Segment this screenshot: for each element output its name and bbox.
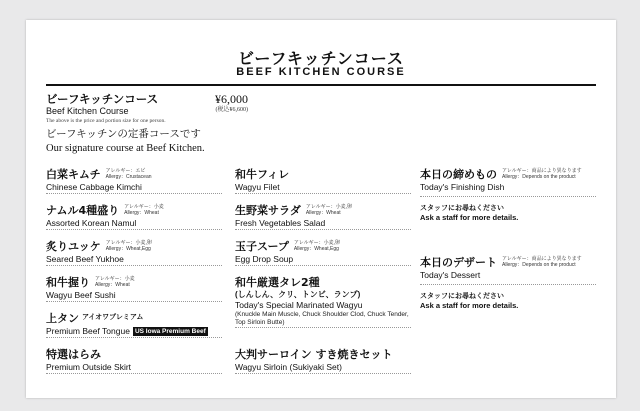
allergy-info: アレルギー：商品により異なります Allergy：Depends on the product [502, 256, 582, 268]
item-name-en: Wagyu Sirloin (Sukiyaki Set) [235, 362, 342, 372]
course-note: The above is the price and portion size for one person. [46, 118, 166, 124]
item-name-en: Wagyu Beef Sushi [46, 290, 116, 300]
item-name-jp: 和牛フィレ [235, 168, 290, 181]
course-tagline [46, 128, 205, 156]
staff-note-en: Ask a staff for more details. [420, 301, 519, 310]
course-name-en: Beef Kitchen Course [46, 106, 129, 116]
price-tax: (税込¥6,600) [215, 107, 248, 113]
staff-note-en: Ask a staff for more details. [420, 213, 519, 222]
item-name-jp: 白菜キムチ [46, 168, 101, 181]
item-name-en: Today's Finishing Dish [420, 182, 596, 197]
tagline-en: Our signature course at Beef Kitchen. [46, 143, 205, 154]
menu-item [235, 276, 411, 328]
menu-item [420, 168, 596, 223]
allergy-info: アレルギー：エビ Allergy：Crustacean [105, 168, 152, 180]
item-cuts-en: (Knuckle Main Muscle, Chuck Shoulder Clod, Chuck Tender, Top Sirloin Butte) [235, 311, 409, 326]
menu-item [46, 204, 222, 230]
staff-note-jp: スタッフにお尋ねください [420, 292, 504, 300]
menu-page [26, 20, 616, 398]
menu-item [235, 204, 411, 230]
course-name-jp: ビーフキッチンコース [46, 92, 159, 106]
allergy-info: アレルギー：小麦,卵 Allergy：Wheat,Egg [293, 240, 340, 252]
allergy-info: アレルギー：小麦,卵 Allergy：Wheat [305, 204, 352, 216]
premium-label-jp: アイオワプレミアム [82, 313, 144, 321]
item-name-jp: 上タン [46, 312, 79, 325]
item-name-jp: 本日の締めもの [420, 168, 497, 181]
item-name-jp: ナムル4種盛り [46, 204, 120, 217]
menu-item [235, 240, 411, 266]
allergy-info: アレルギー：小麦 Allergy：Wheat [95, 276, 135, 288]
item-name-jp: 玉子スープ [235, 240, 289, 253]
item-name-en: Premium Outside Skirt [46, 362, 132, 372]
item-name-en: Today's Special Marinated Wagyu [235, 300, 363, 310]
allergy-info: アレルギー：商品により異なります Allergy：Depends on the product [502, 168, 582, 180]
course-price [215, 92, 248, 114]
item-name-en: Egg Drop Soup [235, 254, 294, 264]
menu-item [46, 348, 222, 374]
page-title-en: BEEF KITCHEN COURSE [236, 66, 406, 78]
item-name-en: Assorted Korean Namul [46, 218, 137, 228]
item-name-jp: 特選はらみ [46, 348, 101, 361]
menu-item [46, 276, 222, 302]
price-value: ¥6,000 [215, 92, 248, 106]
item-cuts-jp: (しんしん、クリ、トンビ、ランプ) [235, 290, 361, 299]
page-title-jp: ビーフキッチンコース [237, 49, 404, 68]
item-name-en: Fresh Vegetables Salad [235, 218, 326, 228]
item-name-en: Wagyu Filet [235, 182, 280, 192]
tagline-jp: ビーフキッチンの定番コースです [46, 129, 201, 140]
course-summary [46, 92, 256, 125]
item-name-jp: 大判サーロイン すき焼きセット [235, 348, 393, 361]
allergy-info: アレルギー：小麦,卵 Allergy：Wheat,Egg [105, 240, 152, 252]
item-name-en: Seared Beef Yukhoe [46, 254, 124, 264]
menu-item [46, 168, 222, 194]
title-divider [46, 84, 596, 86]
item-name-en: Chinese Cabbage Kimchi [46, 182, 142, 192]
menu-item [235, 348, 411, 374]
item-name-en: Today's Dessert [420, 270, 596, 285]
allergy-info: アレルギー：小麦 Allergy：Wheat [124, 204, 164, 216]
menu-item [46, 240, 222, 266]
item-name-jp: 和牛厳選タレ2種 [235, 276, 320, 289]
item-name-en: Premium Beef Tongue [46, 326, 130, 336]
item-name-jp: 本日のデザート [420, 256, 497, 269]
menu-item [46, 312, 222, 338]
staff-note-jp: スタッフにお尋ねください [420, 204, 504, 212]
item-name-jp: 生野菜サラダ [235, 204, 301, 217]
premium-badge: US Iowa Premium Beef [134, 328, 206, 336]
menu-item [420, 256, 596, 311]
menu-item [235, 168, 411, 194]
item-name-jp: 炙りユッケ [46, 240, 101, 253]
item-name-jp: 和牛握り [46, 276, 90, 289]
